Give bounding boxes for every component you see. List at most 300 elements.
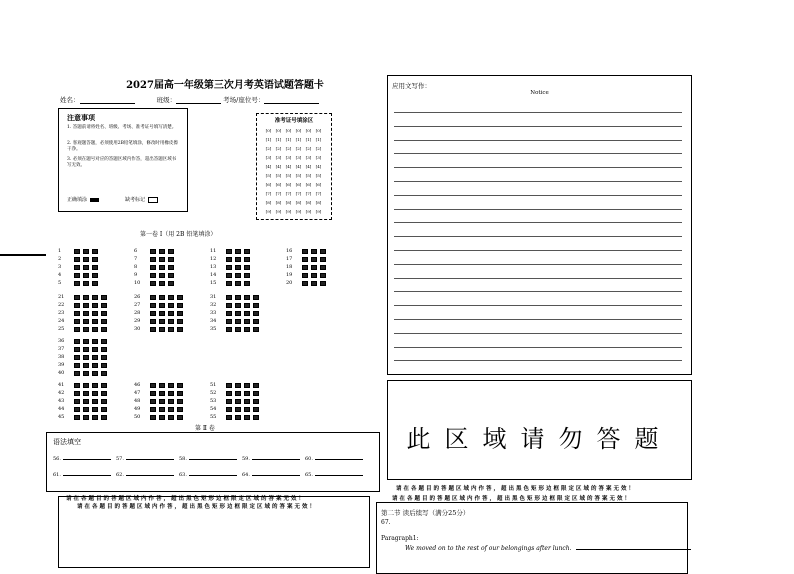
exam-digit-bubble[interactable]: [2]: [315, 146, 322, 151]
answer-bubble[interactable]: [74, 273, 80, 278]
answer-bubble[interactable]: [226, 265, 232, 270]
exam-digit-bubble[interactable]: [9]: [265, 209, 272, 214]
answer-bubble[interactable]: [168, 407, 174, 412]
answer-bubble[interactable]: [92, 249, 98, 254]
answer-bubble[interactable]: [226, 407, 232, 412]
answer-bubble[interactable]: [159, 383, 165, 388]
exam-digit-bubble[interactable]: [7]: [315, 191, 322, 196]
answer-bubble[interactable]: [74, 391, 80, 396]
answer-bubble[interactable]: [92, 399, 98, 404]
answer-bubble[interactable]: [83, 371, 89, 376]
answer-bubble[interactable]: [74, 281, 80, 286]
answer-bubble[interactable]: [235, 249, 241, 254]
answer-bubble[interactable]: [302, 249, 308, 254]
answer-bubble[interactable]: [168, 311, 174, 316]
answer-bubble[interactable]: [74, 399, 80, 404]
answer-bubble[interactable]: [226, 327, 232, 332]
answer-bubble[interactable]: [253, 391, 259, 396]
answer-bubble[interactable]: [101, 303, 107, 308]
exam-digit-bubble[interactable]: [7]: [265, 191, 272, 196]
answer-bubble[interactable]: [83, 355, 89, 360]
answer-bubble[interactable]: [83, 399, 89, 404]
answer-bubble[interactable]: [150, 383, 156, 388]
answer-bubble[interactable]: [168, 273, 174, 278]
answer-bubble[interactable]: [226, 383, 232, 388]
answer-bubble[interactable]: [244, 327, 250, 332]
answer-bubble[interactable]: [159, 399, 165, 404]
answer-bubble[interactable]: [159, 327, 165, 332]
exam-digit-bubble[interactable]: [6]: [285, 182, 292, 187]
answer-bubble[interactable]: [159, 281, 165, 286]
answer-bubble[interactable]: [320, 273, 326, 278]
writing-line[interactable]: [394, 264, 682, 265]
answer-bubble[interactable]: [150, 407, 156, 412]
answer-bubble[interactable]: [83, 391, 89, 396]
answer-bubble[interactable]: [101, 383, 107, 388]
answer-bubble[interactable]: [74, 311, 80, 316]
absent-checkbox[interactable]: [148, 197, 158, 203]
answer-bubble[interactable]: [83, 347, 89, 352]
answer-bubble[interactable]: [244, 295, 250, 300]
exam-digit-bubble[interactable]: [4]: [265, 164, 272, 169]
answer-bubble[interactable]: [83, 257, 89, 262]
answer-bubble[interactable]: [235, 265, 241, 270]
answer-bubble[interactable]: [320, 257, 326, 262]
answer-bubble[interactable]: [92, 339, 98, 344]
answer-bubble[interactable]: [101, 355, 107, 360]
answer-bubble[interactable]: [101, 311, 107, 316]
question-number: 52: [210, 390, 217, 396]
answer-bubble[interactable]: [74, 303, 80, 308]
answer-bubble[interactable]: [302, 281, 308, 286]
answer-bubble[interactable]: [235, 281, 241, 286]
answer-bubble[interactable]: [92, 355, 98, 360]
exam-digit-bubble[interactable]: [9]: [305, 209, 312, 214]
writing-line[interactable]: [394, 360, 682, 361]
grammar-blank[interactable]: [305, 455, 363, 462]
writing-line[interactable]: [394, 195, 682, 196]
answer-bubble[interactable]: [302, 265, 308, 270]
answer-bubble[interactable]: [74, 319, 80, 324]
answer-bubble[interactable]: [177, 327, 183, 332]
exam-digit-bubble[interactable]: [7]: [305, 191, 312, 196]
answer-bubble[interactable]: [159, 415, 165, 420]
writing-line[interactable]: [394, 167, 682, 168]
answer-bubble[interactable]: [150, 327, 156, 332]
exam-digit-bubble[interactable]: [8]: [295, 200, 302, 205]
exam-digit-bubble[interactable]: [0]: [295, 128, 302, 133]
answer-bubble[interactable]: [177, 383, 183, 388]
answer-bubble[interactable]: [311, 273, 317, 278]
answer-bubble[interactable]: [235, 319, 241, 324]
answer-bubble[interactable]: [226, 415, 232, 420]
exam-digit-bubble[interactable]: [8]: [275, 200, 282, 205]
answer-bubble[interactable]: [74, 383, 80, 388]
answer-bubble[interactable]: [244, 303, 250, 308]
answer-bubble[interactable]: [159, 303, 165, 308]
answer-bubble[interactable]: [92, 415, 98, 420]
answer-bubble[interactable]: [92, 327, 98, 332]
grammar-blank[interactable]: [116, 471, 174, 478]
writing-line[interactable]: [394, 250, 682, 251]
exam-digit-bubble[interactable]: [1]: [315, 137, 322, 142]
answer-bubble[interactable]: [74, 295, 80, 300]
answer-bubble[interactable]: [150, 391, 156, 396]
answer-bubble[interactable]: [244, 407, 250, 412]
answer-bubble[interactable]: [101, 391, 107, 396]
answer-bubble[interactable]: [159, 391, 165, 396]
answer-bubble[interactable]: [92, 347, 98, 352]
answer-bubble[interactable]: [83, 281, 89, 286]
answer-bubble[interactable]: [159, 295, 165, 300]
answer-bubble[interactable]: [168, 257, 174, 262]
exam-digit-bubble[interactable]: [6]: [275, 182, 282, 187]
grammar-blank[interactable]: [179, 455, 237, 462]
answer-bubble[interactable]: [150, 319, 156, 324]
answer-bubble[interactable]: [83, 265, 89, 270]
answer-bubble[interactable]: [235, 311, 241, 316]
answer-bubble[interactable]: [101, 399, 107, 404]
answer-bubble[interactable]: [101, 347, 107, 352]
answer-bubble[interactable]: [253, 407, 259, 412]
answer-bubble[interactable]: [253, 311, 259, 316]
exam-digit-bubble[interactable]: [5]: [265, 173, 272, 178]
boundary-warning: 请在各题目的答题区域内作答，超出黑色矩形边框限定区域的答案无效！: [66, 496, 307, 502]
exam-digit-bubble[interactable]: [0]: [285, 128, 292, 133]
answer-bubble[interactable]: [311, 281, 317, 286]
answer-bubble[interactable]: [226, 319, 232, 324]
answer-bubble[interactable]: [92, 257, 98, 262]
answer-bubble[interactable]: [101, 415, 107, 420]
answer-bubble[interactable]: [244, 249, 250, 254]
answer-bubble[interactable]: [244, 383, 250, 388]
answer-bubble[interactable]: [101, 319, 107, 324]
exam-digit-bubble[interactable]: [1]: [295, 137, 302, 142]
answer-bubble[interactable]: [159, 407, 165, 412]
answer-bubble[interactable]: [168, 327, 174, 332]
answer-bubble[interactable]: [150, 257, 156, 262]
answer-bubble[interactable]: [253, 327, 259, 332]
answer-bubble[interactable]: [253, 295, 259, 300]
exam-digit-bubble[interactable]: [5]: [315, 173, 322, 178]
answer-bubble[interactable]: [177, 399, 183, 404]
answer-bubble[interactable]: [83, 383, 89, 388]
answer-bubble[interactable]: [92, 407, 98, 412]
answer-bubble[interactable]: [150, 265, 156, 270]
answer-bubble[interactable]: [159, 273, 165, 278]
answer-bubble[interactable]: [74, 363, 80, 368]
answer-bubble[interactable]: [159, 257, 165, 262]
grammar-blank[interactable]: [242, 455, 300, 462]
exam-digit-bubble[interactable]: [2]: [285, 146, 292, 151]
exam-digit-bubble[interactable]: [6]: [305, 182, 312, 187]
answer-bubble[interactable]: [83, 319, 89, 324]
answer-bubble[interactable]: [83, 339, 89, 344]
exam-digit-bubble[interactable]: [9]: [315, 209, 322, 214]
answer-bubble[interactable]: [168, 303, 174, 308]
exam-digit-bubble[interactable]: [2]: [265, 146, 272, 151]
answer-bubble[interactable]: [101, 327, 107, 332]
paragraph-answer-line[interactable]: [576, 544, 691, 550]
answer-bubble[interactable]: [159, 249, 165, 254]
exam-digit-bubble[interactable]: [9]: [295, 209, 302, 214]
answer-bubble[interactable]: [92, 363, 98, 368]
answer-bubble[interactable]: [244, 257, 250, 262]
answer-bubble[interactable]: [150, 249, 156, 254]
answer-bubble[interactable]: [177, 415, 183, 420]
answer-bubble[interactable]: [244, 311, 250, 316]
answer-bubble[interactable]: [83, 303, 89, 308]
answer-bubble[interactable]: [253, 399, 259, 404]
exam-digit-bubble[interactable]: [8]: [305, 200, 312, 205]
answer-bubble[interactable]: [159, 311, 165, 316]
exam-digit-bubble[interactable]: [3]: [295, 155, 302, 160]
answer-bubble[interactable]: [177, 303, 183, 308]
answer-bubble[interactable]: [74, 371, 80, 376]
writing-line[interactable]: [394, 222, 682, 223]
answer-bubble[interactable]: [92, 319, 98, 324]
writing-line[interactable]: [394, 153, 682, 154]
seat-field[interactable]: [264, 97, 319, 104]
answer-area-left[interactable]: [58, 496, 370, 568]
exam-digit-bubble[interactable]: [4]: [315, 164, 322, 169]
answer-bubble[interactable]: [226, 295, 232, 300]
answer-bubble[interactable]: [74, 415, 80, 420]
answer-bubble[interactable]: [92, 383, 98, 388]
answer-bubble[interactable]: [83, 249, 89, 254]
answer-bubble[interactable]: [235, 327, 241, 332]
answer-bubble[interactable]: [83, 273, 89, 278]
answer-bubble[interactable]: [150, 295, 156, 300]
answer-bubble[interactable]: [168, 319, 174, 324]
answer-bubble[interactable]: [177, 407, 183, 412]
answer-bubble[interactable]: [74, 355, 80, 360]
exam-digit-bubble[interactable]: [3]: [285, 155, 292, 160]
answer-bubble[interactable]: [235, 303, 241, 308]
answer-bubble[interactable]: [177, 319, 183, 324]
name-field[interactable]: [80, 97, 135, 104]
exam-digit-bubble[interactable]: [4]: [275, 164, 282, 169]
exam-digit-bubble[interactable]: [3]: [315, 155, 322, 160]
exam-digit-bubble[interactable]: [8]: [265, 200, 272, 205]
answer-bubble[interactable]: [244, 265, 250, 270]
exam-digit-bubble[interactable]: [1]: [305, 137, 312, 142]
answer-bubble[interactable]: [168, 415, 174, 420]
answer-bubble[interactable]: [235, 383, 241, 388]
grammar-blank[interactable]: [305, 471, 363, 478]
writing-line[interactable]: [394, 305, 682, 306]
exam-digit-bubble[interactable]: [8]: [315, 200, 322, 205]
answer-bubble[interactable]: [226, 273, 232, 278]
exam-digit-bubble[interactable]: [0]: [315, 128, 322, 133]
answer-bubble[interactable]: [235, 295, 241, 300]
writing-line[interactable]: [394, 333, 682, 334]
answer-bubble[interactable]: [74, 257, 80, 262]
answer-bubble[interactable]: [101, 295, 107, 300]
exam-digit-bubble[interactable]: [1]: [265, 137, 272, 142]
answer-bubble[interactable]: [253, 383, 259, 388]
answer-bubble[interactable]: [320, 265, 326, 270]
answer-bubble[interactable]: [226, 391, 232, 396]
answer-bubble[interactable]: [92, 311, 98, 316]
exam-digit-bubble[interactable]: [2]: [305, 146, 312, 151]
answer-bubble[interactable]: [226, 311, 232, 316]
answer-bubble[interactable]: [92, 371, 98, 376]
answer-bubble[interactable]: [150, 311, 156, 316]
answer-bubble[interactable]: [226, 249, 232, 254]
answer-bubble[interactable]: [92, 273, 98, 278]
answer-bubble[interactable]: [253, 303, 259, 308]
answer-bubble[interactable]: [92, 391, 98, 396]
exam-digit-bubble[interactable]: [0]: [265, 128, 272, 133]
answer-bubble[interactable]: [253, 319, 259, 324]
answer-bubble[interactable]: [101, 407, 107, 412]
answer-bubble[interactable]: [253, 415, 259, 420]
answer-bubble[interactable]: [244, 281, 250, 286]
answer-bubble[interactable]: [150, 281, 156, 286]
writing-line[interactable]: [394, 347, 682, 348]
answer-bubble[interactable]: [74, 407, 80, 412]
answer-bubble[interactable]: [235, 273, 241, 278]
answer-bubble[interactable]: [101, 339, 107, 344]
answer-bubble[interactable]: [177, 295, 183, 300]
answer-bubble[interactable]: [150, 399, 156, 404]
exam-digit-bubble[interactable]: [5]: [275, 173, 282, 178]
answer-bubble[interactable]: [159, 265, 165, 270]
answer-bubble[interactable]: [177, 391, 183, 396]
answer-bubble[interactable]: [150, 415, 156, 420]
exam-digit-bubble[interactable]: [3]: [305, 155, 312, 160]
writing-line[interactable]: [394, 319, 682, 320]
answer-bubble[interactable]: [235, 415, 241, 420]
grammar-blank[interactable]: [116, 455, 174, 462]
answer-bubble[interactable]: [244, 399, 250, 404]
exam-digit-bubble[interactable]: [0]: [305, 128, 312, 133]
exam-digit-bubble[interactable]: [1]: [285, 137, 292, 142]
answer-bubble[interactable]: [244, 415, 250, 420]
answer-bubble[interactable]: [311, 265, 317, 270]
answer-bubble[interactable]: [159, 319, 165, 324]
answer-bubble[interactable]: [101, 363, 107, 368]
class-field[interactable]: [176, 97, 221, 104]
answer-bubble[interactable]: [74, 249, 80, 254]
exam-digit-bubble[interactable]: [4]: [285, 164, 292, 169]
answer-bubble[interactable]: [168, 383, 174, 388]
grammar-blank[interactable]: [179, 471, 237, 478]
writing-box[interactable]: [387, 75, 692, 375]
answer-bubble[interactable]: [92, 295, 98, 300]
answer-bubble[interactable]: [83, 415, 89, 420]
answer-bubble[interactable]: [168, 399, 174, 404]
answer-bubble[interactable]: [74, 339, 80, 344]
answer-bubble[interactable]: [235, 399, 241, 404]
exam-digit-bubble[interactable]: [5]: [295, 173, 302, 178]
answer-bubble[interactable]: [320, 249, 326, 254]
answer-bubble[interactable]: [168, 265, 174, 270]
answer-bubble[interactable]: [302, 273, 308, 278]
continuation-box[interactable]: [376, 502, 688, 574]
answer-bubble[interactable]: [226, 303, 232, 308]
answer-bubble[interactable]: [311, 249, 317, 254]
exam-digit-bubble[interactable]: [9]: [285, 209, 292, 214]
answer-bubble[interactable]: [74, 347, 80, 352]
exam-digit-bubble[interactable]: [4]: [295, 164, 302, 169]
answer-bubble[interactable]: [244, 273, 250, 278]
writing-line[interactable]: [394, 181, 682, 182]
grammar-blank[interactable]: [53, 455, 111, 462]
answer-bubble[interactable]: [235, 257, 241, 262]
answer-bubble[interactable]: [92, 281, 98, 286]
answer-bubble[interactable]: [320, 281, 326, 286]
exam-digit-bubble[interactable]: [7]: [285, 191, 292, 196]
answer-bubble[interactable]: [226, 257, 232, 262]
answer-bubble[interactable]: [168, 295, 174, 300]
writing-line[interactable]: [394, 291, 682, 292]
answer-bubble[interactable]: [150, 273, 156, 278]
exam-digit-bubble[interactable]: [8]: [285, 200, 292, 205]
answer-bubble[interactable]: [83, 363, 89, 368]
exam-digit-bubble[interactable]: [1]: [275, 137, 282, 142]
answer-bubble[interactable]: [226, 399, 232, 404]
answer-bubble[interactable]: [74, 327, 80, 332]
question-number: 19: [286, 272, 293, 278]
exam-digit-bubble[interactable]: [9]: [275, 209, 282, 214]
answer-bubble[interactable]: [235, 391, 241, 396]
answer-bubble[interactable]: [311, 257, 317, 262]
writing-line[interactable]: [394, 209, 682, 210]
answer-bubble[interactable]: [83, 327, 89, 332]
exam-digit-bubble[interactable]: [7]: [295, 191, 302, 196]
answer-bubble[interactable]: [177, 311, 183, 316]
exam-digit-bubble[interactable]: [4]: [305, 164, 312, 169]
writing-line[interactable]: [394, 140, 682, 141]
grammar-blank[interactable]: [53, 471, 111, 478]
answer-bubble[interactable]: [92, 265, 98, 270]
answer-bubble[interactable]: [83, 311, 89, 316]
exam-digit-bubble[interactable]: [6]: [295, 182, 302, 187]
answer-bubble[interactable]: [244, 391, 250, 396]
grammar-blank[interactable]: [242, 471, 300, 478]
exam-digit-bubble[interactable]: [5]: [305, 173, 312, 178]
answer-bubble[interactable]: [244, 319, 250, 324]
answer-bubble[interactable]: [74, 265, 80, 270]
exam-digit-bubble[interactable]: [2]: [295, 146, 302, 151]
answer-bubble[interactable]: [83, 407, 89, 412]
exam-digit-bubble[interactable]: [0]: [275, 128, 282, 133]
exam-digit-bubble[interactable]: [6]: [315, 182, 322, 187]
answer-bubble[interactable]: [83, 295, 89, 300]
writing-line[interactable]: [394, 112, 682, 113]
answer-bubble[interactable]: [168, 391, 174, 396]
answer-bubble[interactable]: [150, 303, 156, 308]
exam-digit-bubble[interactable]: [2]: [275, 146, 282, 151]
answer-bubble[interactable]: [168, 249, 174, 254]
exam-digit-bubble[interactable]: [6]: [265, 182, 272, 187]
answer-bubble[interactable]: [302, 257, 308, 262]
answer-bubble[interactable]: [235, 407, 241, 412]
exam-digit-bubble[interactable]: [3]: [265, 155, 272, 160]
writing-line[interactable]: [394, 126, 682, 127]
answer-bubble[interactable]: [168, 281, 174, 286]
answer-bubble[interactable]: [226, 281, 232, 286]
writing-line[interactable]: [394, 278, 682, 279]
exam-digit-bubble[interactable]: [3]: [275, 155, 282, 160]
exam-digit-bubble[interactable]: [5]: [285, 173, 292, 178]
writing-line[interactable]: [394, 236, 682, 237]
exam-digit-bubble[interactable]: [7]: [275, 191, 282, 196]
answer-bubble[interactable]: [92, 303, 98, 308]
answer-bubble[interactable]: [101, 371, 107, 376]
